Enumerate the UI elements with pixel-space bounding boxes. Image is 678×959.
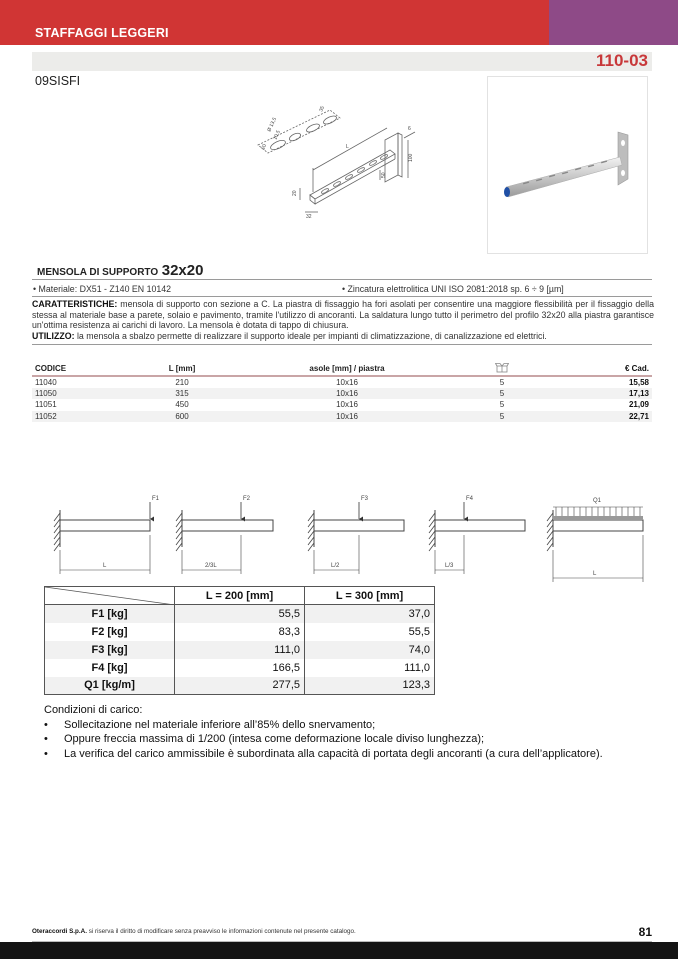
svg-text:L: L [103,563,107,569]
cell-slots: 10x16 [336,412,358,422]
load-value-200: 277,5 [175,677,305,695]
cell-pack: 5 [499,400,505,410]
svg-text:L: L [593,571,597,577]
table-row [32,376,652,388]
table-row [32,411,652,423]
load-value-300: 111,0 [305,659,435,677]
page-code-bar [32,52,652,71]
product-table-header [32,362,652,376]
col-slots: asole [mm] / piastra [309,364,385,373]
svg-text:35: 35 [318,105,327,113]
svg-text:32: 32 [306,214,312,220]
svg-text:6: 6 [408,126,411,132]
spec-material: • Materiale: DX51 - Z140 EN 10142 [33,284,172,294]
cell-pack: 5 [499,388,505,398]
condition-item: • La verifica del carico ammissibile è subordinata alla capacità di portata degli ancoranti (a cura dell’applicatore). [44,747,603,762]
load-value-200: 111,0 [175,641,305,659]
col-l300: L = 300 [mm] [305,587,435,605]
load-value-300: 37,0 [305,605,435,623]
load-value-300: 55,5 [305,623,435,641]
svg-text:F3: F3 [361,496,369,502]
col-l200: L = 200 [mm] [175,587,305,605]
conditions-title: Condizioni di carico: [44,704,143,716]
svg-text:20: 20 [292,190,298,196]
table-row [45,623,435,641]
table-row [32,388,652,400]
beam-q1 [547,498,643,582]
footer-disclaimer [32,928,356,935]
col-code: CODICE [35,364,67,373]
diagonal-line [45,587,175,605]
divider [32,344,652,345]
cell-price: 17,13 [628,388,649,398]
svg-text:L: L [346,144,349,150]
load-label: F2 [kg] [45,623,175,641]
divider [32,296,652,297]
condition-item: • Oppure freccia massima di 1/200 (intesa come deformazione locale diviso lunghezza); [44,732,603,747]
divider [32,279,652,280]
product-title-size: 32x20 [161,262,204,279]
product-table [32,362,652,422]
header-red-band [0,0,549,45]
table-corner [45,587,175,605]
svg-text:F4: F4 [466,496,474,502]
spec-coating: • Zincatura elettrolitica UNI ISO 2081:2018 sp. 6 ÷ 9 [µm] [342,284,564,294]
product-family-code: 09SISFI [35,74,81,88]
footer-company: Oteraccordi S.p.A. [32,928,87,935]
beam-f1 [54,496,160,574]
load-value-300: 74,0 [305,641,435,659]
svg-text:Q1: Q1 [593,498,602,504]
footer-text: si riserva il diritto di modificare senza preavviso le informazioni contenute nel presente catalogo. [86,928,356,935]
cell-length: 315 [175,388,189,398]
beam-load-diagrams [35,490,655,585]
product-photo [487,76,648,254]
section-title: STAFFAGGI LEGGERI [35,26,169,40]
caratteristiche-text: mensola di supporto con sezione a C. La piastra di fissaggio ha fori asolati per consentire una maggiore flessibilità per il fissaggio della stessa al materiale base a parete, solaio e pavimento, tramite l'utilizzo di ancoranti. La saldatura lungo tutto il perimetro del profilo 32x20 alla piastra garantisce un'ottima resistenza ai carichi di lavoro. La mensola è dotata di tappo di chiusura. [32,299,654,331]
svg-text:2/3L: 2/3L [205,563,217,569]
beam-f4 [429,496,525,574]
cell-code: 11052 [35,412,57,422]
header-band [0,0,678,45]
svg-text:F2: F2 [243,496,251,502]
cell-code: 11051 [35,400,57,410]
col-length: L [mm] [168,364,196,373]
table-row [45,677,435,695]
beam-f3 [308,496,404,574]
load-conditions [44,703,603,761]
table-row [45,641,435,659]
table-row [45,659,435,677]
cell-code: 11050 [35,388,57,398]
svg-text:50: 50 [381,172,387,178]
cell-price: 15,58 [628,377,649,387]
footer-band [0,942,678,959]
load-capacity-table [44,586,435,695]
load-value-300: 123,3 [305,677,435,695]
load-label: F3 [kg] [45,641,175,659]
load-label: F4 [kg] [45,659,175,677]
cell-pack: 5 [499,412,505,422]
utilizzo-text: la mensola a sbalzo permette di realizzare il supporto ideale per impianti di climatizzazione, di canalizzazione ed elettrici. [74,331,547,342]
page-code: 110-03 [596,51,648,70]
cell-price: 21,09 [628,400,649,410]
col-price: € Cad. [624,364,649,373]
product-title-text: MENSOLA DI SUPPORTO [37,267,159,278]
cell-slots: 10x16 [336,388,358,398]
svg-text:Ø 13,5: Ø 13,5 [266,116,279,133]
svg-text:L/2: L/2 [331,563,340,569]
cell-length: 600 [175,412,189,422]
cell-price: 22,71 [628,412,649,422]
load-value-200: 55,5 [175,605,305,623]
load-label: F1 [kg] [45,605,175,623]
bracket-photo-illustration [488,77,647,253]
cell-slots: 10x16 [336,400,358,410]
beam-f2 [176,496,273,574]
load-value-200: 166,5 [175,659,305,677]
caratteristiche-label: CARATTERISTICHE: [32,299,118,309]
cell-length: 450 [175,400,189,410]
cell-code: 11040 [35,377,57,387]
cell-pack: 5 [499,377,505,387]
load-value-200: 83,3 [175,623,305,641]
utilizzo-label: UTILIZZO: [32,331,75,342]
product-title [37,262,203,279]
table-row [32,399,652,411]
svg-text:100: 100 [408,153,414,162]
col-pack [452,362,552,376]
box-icon [495,362,509,373]
cell-length: 210 [175,377,189,387]
page-number: 81 [638,925,652,939]
svg-text:L/3: L/3 [445,563,454,569]
product-description [32,299,654,342]
table-row [45,605,435,623]
svg-text:F1: F1 [152,496,160,502]
load-label: Q1 [kg/m] [45,677,175,695]
svg-text:10,5: 10,5 [272,129,282,141]
technical-drawing [240,100,420,220]
cell-slots: 10x16 [336,377,358,387]
svg-text:20: 20 [260,143,269,151]
header-purple-band [549,0,678,45]
condition-item: • Sollecitazione nel materiale inferiore all’85% dello snervamento; [44,718,603,733]
